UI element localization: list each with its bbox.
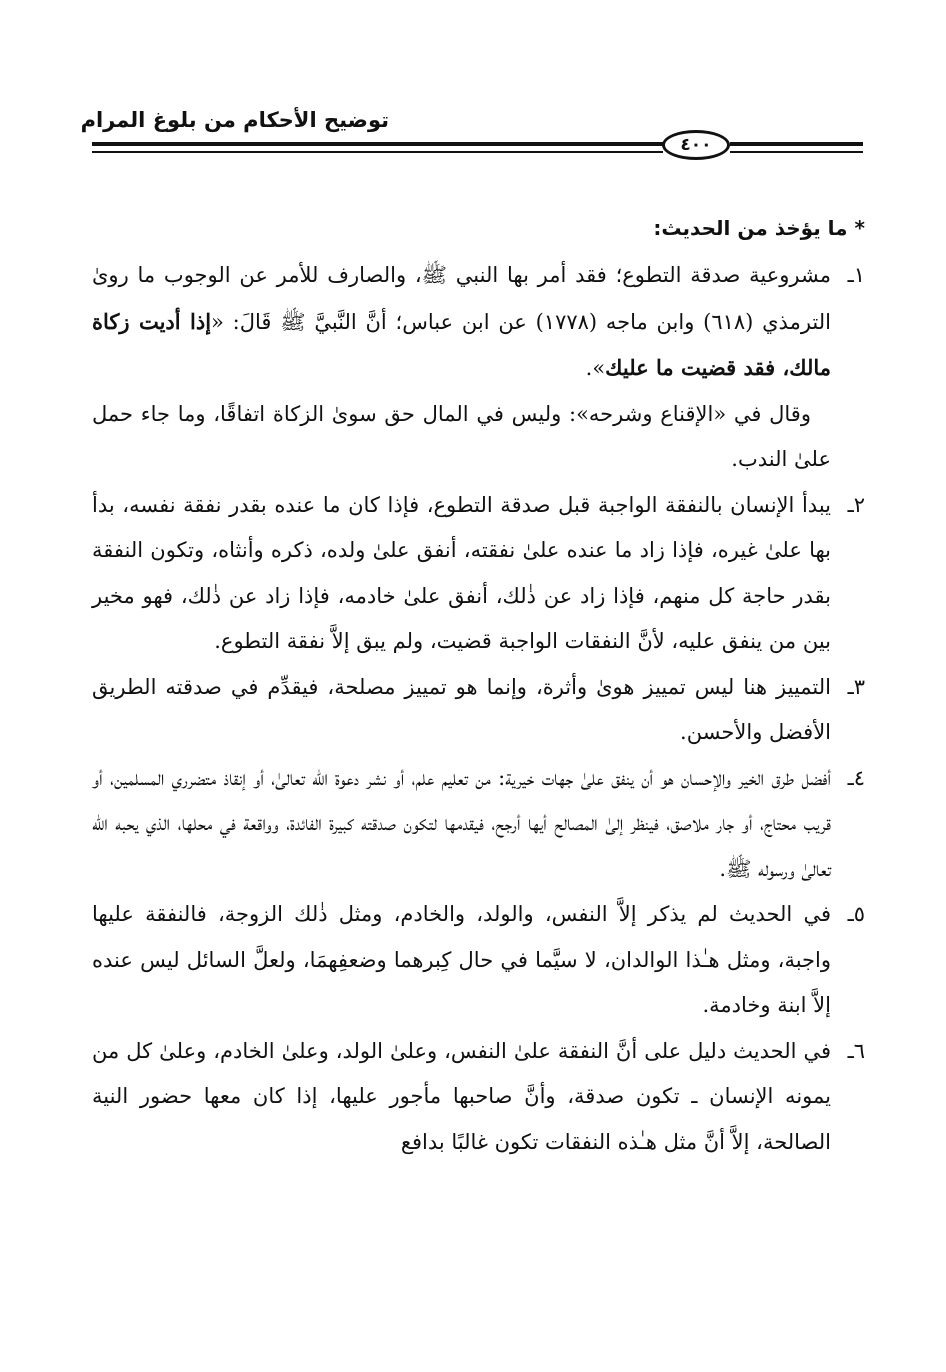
item-text: أفضل طرق الخير والإحسان هو أن ينفق علىٰ جهات خيرية: من تعليم علم، أو نشر دعوة الله تعالىٰ، أو إنقاذ متضرري المسلمين، أو قريب محتاج، أو جار ملاصق، فينظر إلىٰ المصالح أيها أرجح، فيقدمها لتكون صدقته كبيرة الفائدة، وواقعة في محلها، الذي يحبه الله تعالىٰ ورسوله ﷺ.: [92, 765, 831, 881]
header-rule-left-thin: [92, 151, 663, 153]
item-text: [92, 253, 831, 392]
item-text: في الحديث لم يذكر إلاَّ النفس، والولد، والخادم، ومثل ذٰلك الزوجة، فالنفقة عليها واجبة، ومثل هـٰذا الوالدان، لا سيَّما في حال كِبرهما وضعفِهمَا، ولعلَّ السائل ليس عنده إلاَّ ابنة وخادمة.: [92, 902, 831, 1017]
item-text: يبدأ الإنسان بالنفقة الواجبة قبل صدقة التطوع، فإذا كان ما عنده بقدر نفقة نفسه، بدأ بها علىٰ غيره، فإذا زاد ما عنده علىٰ نفقته، أنفق علىٰ ولده، ذكره وأنثاه، وتكون النفقة بقدر حاجة كل منهم، فإذا زاد عن ذٰلك، أنفق علىٰ خادمه، فإذا زاد عن ذٰلك، فهو مخير بين من ينفق عليه، لأنَّ النفقات الواجبة قضيت، ولم يبق إلاَّ نفقة التطوع.: [92, 492, 831, 653]
page-number: [662, 130, 730, 160]
hadith-quote: إذا أديت زكاة مالك، فقد قضيت ما عليك: [92, 308, 831, 380]
section-heading: * ما يؤخذ من الحديث:: [653, 216, 865, 240]
main-content: [92, 203, 865, 1165]
list-item-5: [92, 892, 865, 1029]
list-item-4: [92, 756, 865, 893]
header-rule-right-thin: [730, 151, 863, 153]
list-item-6: [92, 1029, 865, 1166]
header-rule-right-thick: [730, 142, 863, 146]
list-item-3: [92, 665, 865, 756]
page-number-text: ٤٠٠: [680, 135, 712, 155]
item-text-main: مشروعية صدقة التطوع؛ فقد أمر بها النبي ﷺ، والصارف للأمر عن الوجوب ما روىٰ الترمذي (٦١٨) وابن ماجه (١٧٧٨) عن ابن عباس؛ أنَّ النَّبيَّ ﷺ قَالَ: «: [92, 263, 831, 334]
quote-close: ».: [585, 356, 606, 380]
item-number: ٢ـ: [847, 492, 865, 517]
running-header-title: توضيح الأحكام من بلوغ المرام: [80, 108, 389, 132]
item-text: في الحديث دليل على أنَّ النفقة علىٰ النفس، وعلىٰ الولد، وعلىٰ الخادم، وعلىٰ كل من يمونه الإنسان ـ تكون صدقة، وأنَّ صاحبها مأجور عليها، إذا كان معها حضور النية الصالحة، إلاَّ أنَّ مثل هـٰذه النفقات تكون غالبًا بدافع: [92, 1038, 831, 1154]
item-text: التمييز هنا ليس تمييز هوىٰ وأثرة، وإنما هو تمييز مصلحة، فيقدِّم في صدقته الطريق الأفضل والأحسن.: [92, 674, 831, 744]
item-number: ٦ـ: [847, 1038, 865, 1063]
list-item-1: [92, 253, 865, 392]
list-item-2: [92, 483, 865, 665]
item-number: ٥ـ: [847, 902, 865, 926]
header-rule-left-thick: [92, 142, 663, 146]
item-number: ٣ـ: [847, 674, 865, 699]
item-number: ٤ـ: [847, 765, 865, 790]
item-1-note: وقال في «الإقناع وشرحه»: وليس في المال حق سوىٰ الزكاة اتفاقًا، وما جاء حمل علىٰ الندب.: [92, 401, 831, 471]
item-number: ١ـ: [847, 263, 865, 287]
